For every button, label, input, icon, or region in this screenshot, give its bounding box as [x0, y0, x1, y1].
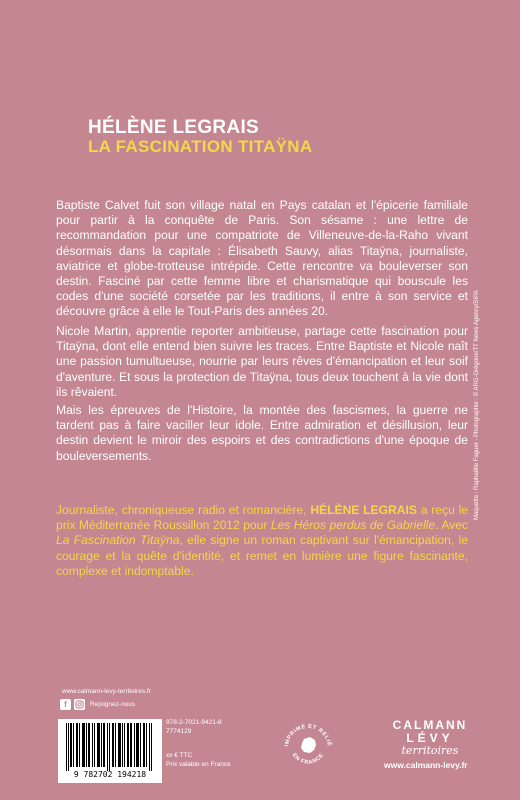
author-name: HÉLÈNE LEGRAIS: [88, 117, 259, 138]
logo-line-2: LÉVY: [406, 731, 454, 745]
bio-text: a reçu le prix Méditerranée Roussillon 2012 pour: [56, 503, 469, 533]
france-map-icon: [280, 718, 336, 774]
publisher-website-link[interactable]: www.calmann-levy.fr: [384, 760, 468, 770]
stamp-bottom-text: EN FRANCE: [290, 752, 326, 766]
printed-in-france-stamp: [280, 718, 336, 774]
bio-text: , elle signe un roman captivant sur l'émancipation, le courage et la quête d'identité, et remet en lumière une figure fascinante, complexe et indomptable.: [56, 533, 468, 578]
barcode-digits: 9 782702 194218: [73, 770, 147, 779]
price: xx € TTC: [166, 752, 193, 759]
facebook-icon[interactable]: f: [60, 699, 71, 710]
isbn: 978-2-7021-9421-8: [166, 719, 222, 726]
territoires-website-link[interactable]: www.calmann-levy-territoires.fr: [62, 688, 151, 695]
book-title: LA FASCINATION TITAŸNA: [88, 137, 313, 156]
bio-text: . Avec: [435, 518, 468, 533]
synopsis-paragraph-1: Baptiste Calvet fuit son village natal en Pays catalan et l'épicerie familiale pour partir à la conquête de Paris. Son sésame : une lettre de recommandation pour une compatriote de Villeneuve-de-la-Raho vivant désormais dans la capitale : Élisabeth Sauvy, alias Titaÿna, journaliste, aviatrice et globe-trotteuse intrépide. Cette rencontre va bouleverser son destin. Fasciné par cette femme libre et charismatique qui bouscule les codes d'une société corsetée par les traditions, il entre à son service et découvre grâce à elle le Tout-Paris des années 20.: [56, 198, 468, 319]
author-bio: [56, 503, 468, 579]
bio-prize-book: Les Héros perdus de Gabrielle: [270, 518, 436, 533]
logo-line-1: CALMANN: [392, 718, 468, 732]
price-note: Prix valable en France: [166, 761, 231, 768]
barcode: [58, 719, 162, 783]
product-code: 7774129: [166, 728, 192, 735]
photo-credit: Maquette : Raphaëlle Faguer - Photographie : © ARG-Grégoire/TT News Agency/SIPA: [474, 290, 480, 520]
stamp-top-text: IMPRIMÉ ET RELIÉ: [284, 723, 333, 747]
synopsis-paragraph-3: Mais les épreuves de l'Histoire, la montée des fascismes, la guerre ne tardent pas à faire vaciller leur idole. Entre admiration et désillusion, leur destin devient le miroir des espoirs et des contradictions d'une époque de bouleversements.: [56, 403, 468, 463]
bio-author-name: HÉLÈNE LEGRAIS: [310, 503, 417, 517]
logo-line-3: territoires: [401, 744, 459, 757]
social-label: Rejoignez-nous: [90, 701, 136, 708]
svg-text:EN FRANCE: [291, 752, 326, 765]
social-links: [60, 699, 135, 710]
bio-this-book: La Fascination Titaÿna: [56, 533, 180, 548]
instagram-icon[interactable]: [74, 699, 85, 710]
bio-text: Journaliste, chroniqueuse radio et romancière,: [56, 503, 311, 517]
publisher-logo: [382, 718, 478, 757]
synopsis-paragraph-2: Nicole Martin, apprentie reporter ambitieuse, partage cette fascination pour Titaÿna, dont elle entend bien suivre les traces. Entre Baptiste et Nicole naît une passion tumultueuse, nourrie par leurs rêves d'émancipation et leur soif d'aventure. Et sous la protection de Titaÿna, tous deux touchent à la vie dont ils rêvaient.: [56, 324, 468, 399]
